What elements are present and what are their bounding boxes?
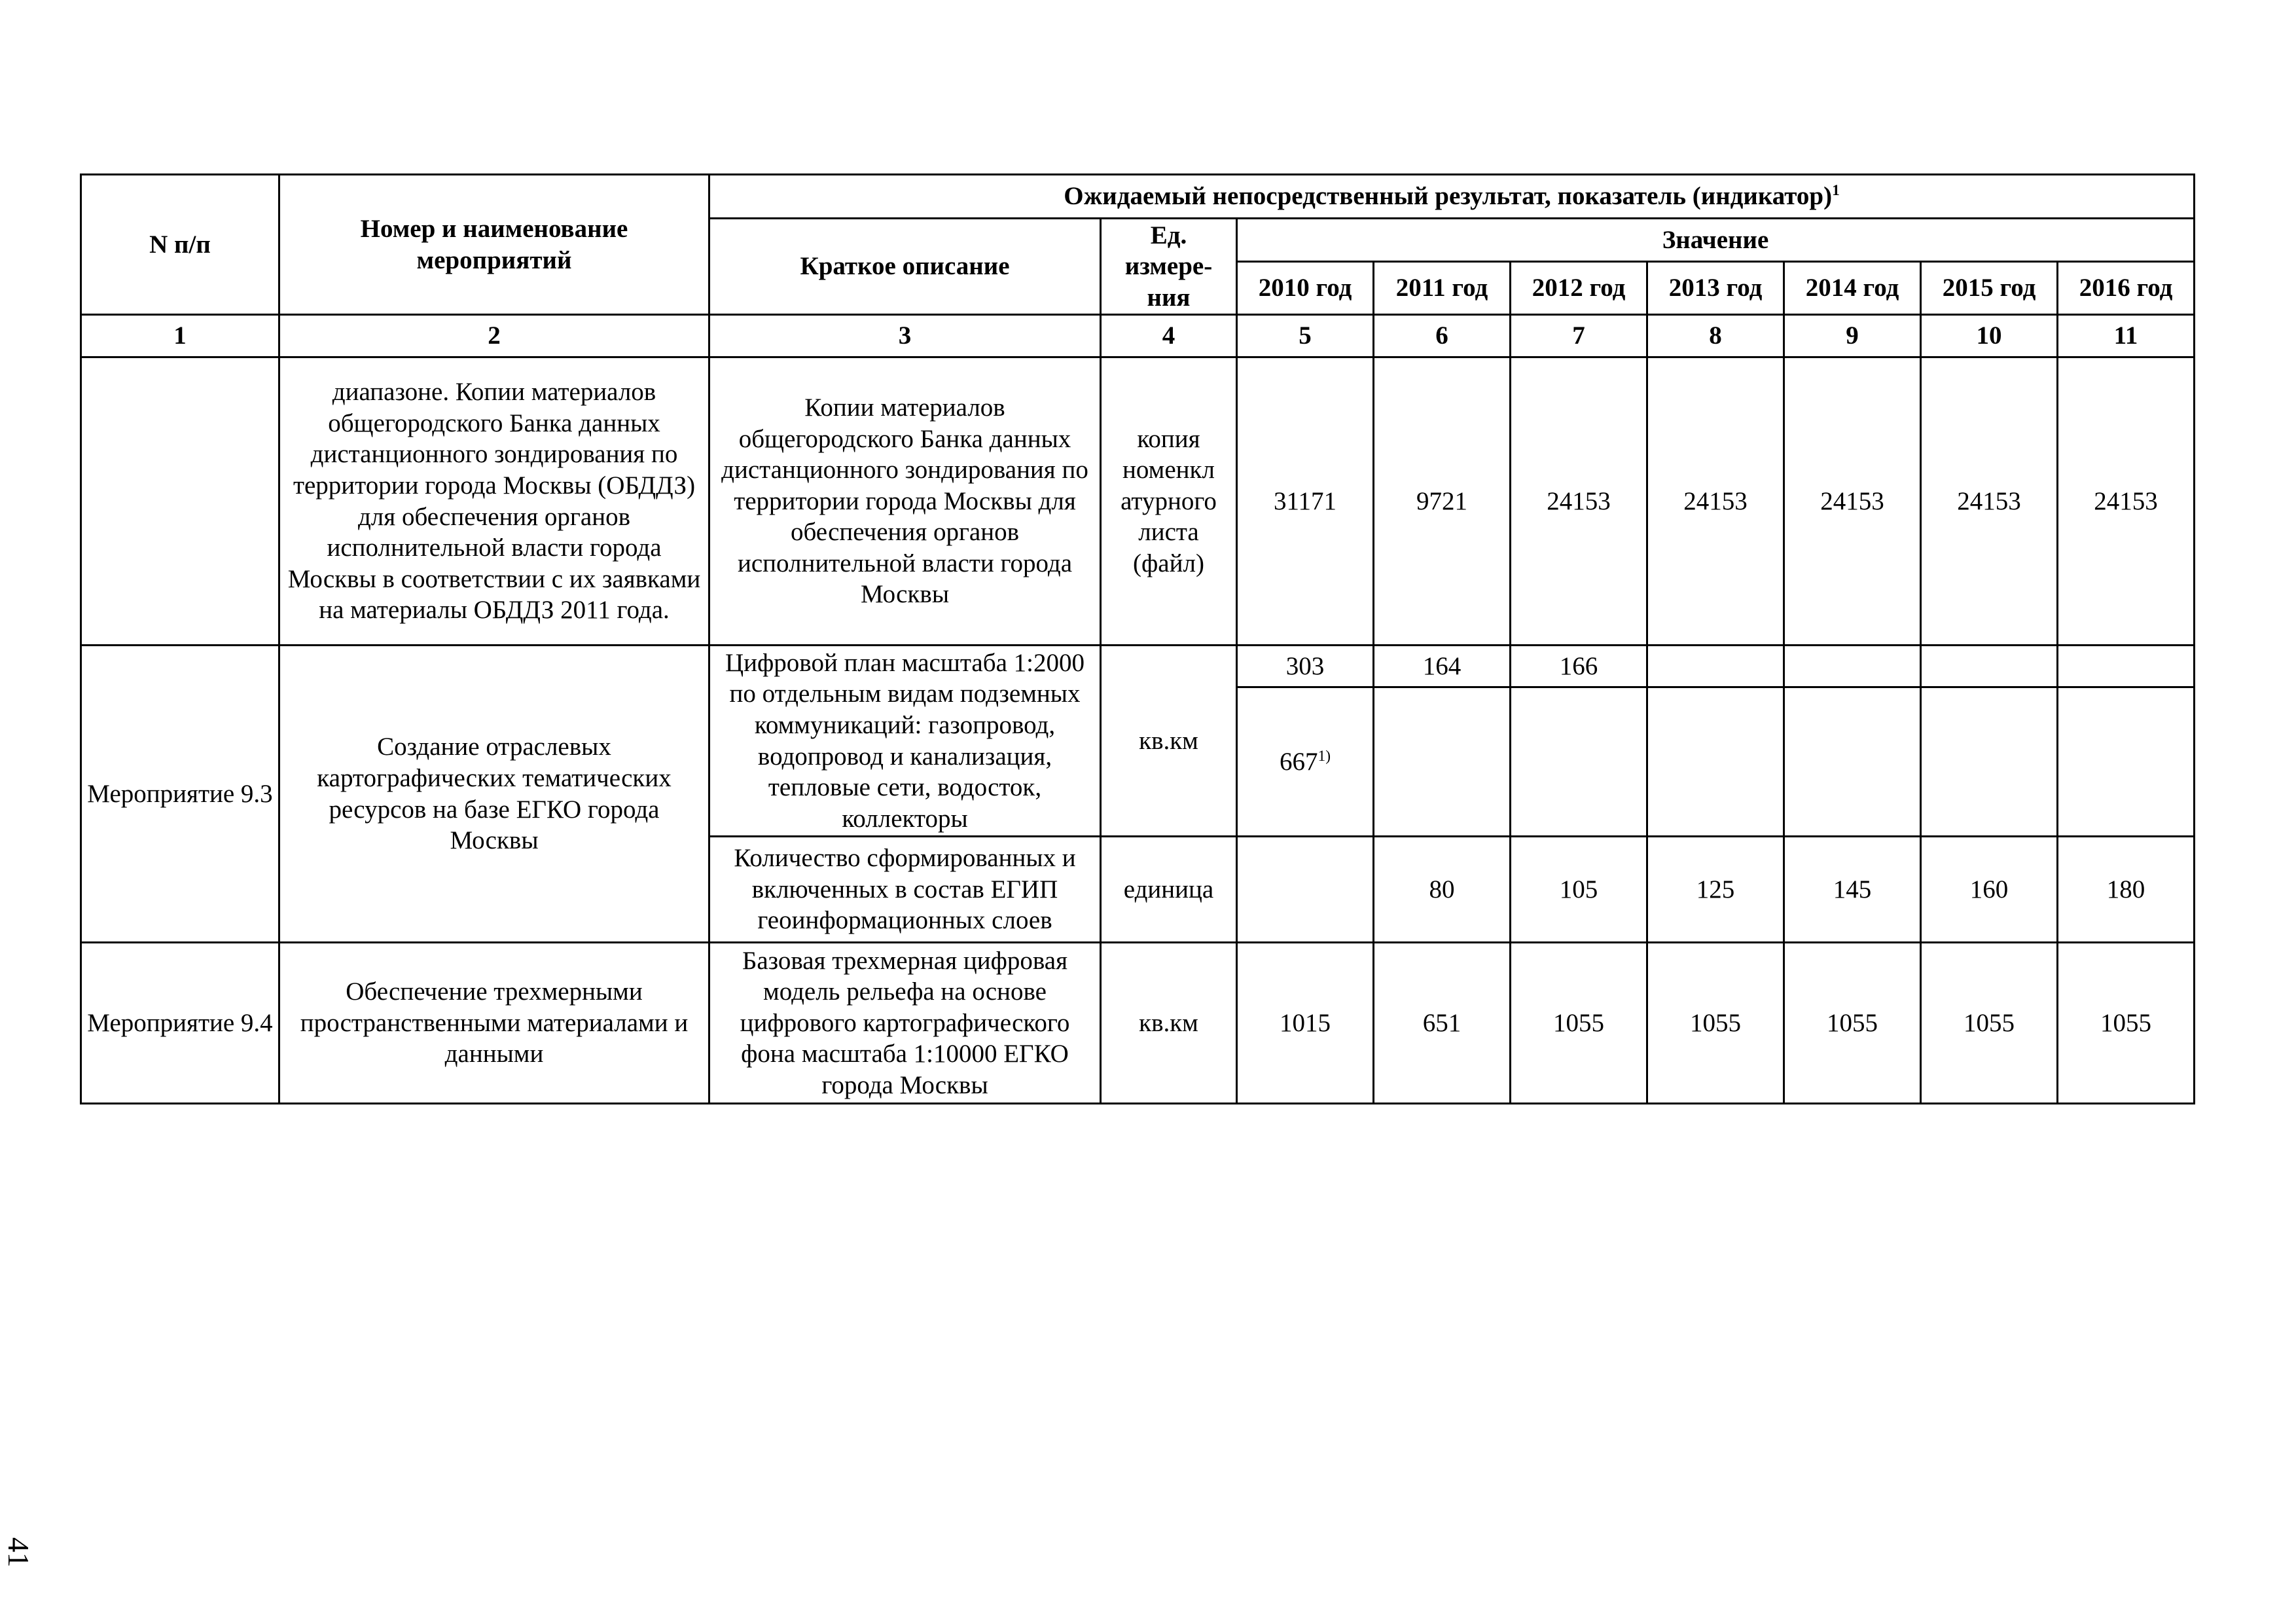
indicators-table bbox=[80, 173, 2195, 1104]
value-cell: 125 bbox=[1647, 837, 1784, 943]
unit-cell: кв.км bbox=[1101, 646, 1237, 837]
value-cell: 105 bbox=[1511, 837, 1647, 943]
value-cell: 651 bbox=[1374, 943, 1511, 1104]
header-unit: Ед. измере-ния bbox=[1101, 219, 1237, 315]
value-cell bbox=[1784, 646, 1921, 687]
activity-number: Мероприятие 9.3 bbox=[81, 646, 279, 943]
value-cell bbox=[1784, 687, 1921, 837]
value-cell: 160 bbox=[1921, 837, 2058, 943]
header-col-num: N п/п bbox=[81, 175, 279, 315]
header-year: 2014 год bbox=[1784, 262, 1921, 315]
value-cell: 24153 bbox=[1784, 357, 1921, 646]
activity-name: Создание отраслевых картографических тематических ресурсов на базе ЕГКО города Москвы bbox=[279, 646, 709, 943]
footnote-mark: 1 bbox=[1832, 182, 1840, 200]
column-number: 10 bbox=[1921, 315, 2058, 357]
value-cell: 24153 bbox=[1921, 357, 2058, 646]
value-cell: 80 bbox=[1374, 837, 1511, 943]
header-year: 2015 год bbox=[1921, 262, 2058, 315]
column-number: 8 bbox=[1647, 315, 1784, 357]
value-cell: 145 bbox=[1784, 837, 1921, 943]
table-row bbox=[81, 646, 2195, 687]
unit-cell: единица bbox=[1101, 837, 1237, 943]
value-cell: 1055 bbox=[1921, 943, 2058, 1104]
value-cell bbox=[1647, 687, 1784, 837]
value-cell bbox=[2058, 687, 2195, 837]
value-cell: 166 bbox=[1511, 646, 1647, 687]
value-cell: 24153 bbox=[2058, 357, 2195, 646]
header-year: 2012 год bbox=[1511, 262, 1647, 315]
column-numbers-row bbox=[81, 315, 2195, 357]
header-value: Значение bbox=[1237, 219, 2195, 262]
header-col-name: Номер и наименование мероприятий bbox=[279, 175, 709, 315]
value-cell bbox=[1921, 646, 2058, 687]
activity-number: Мероприятие 9.4 bbox=[81, 943, 279, 1104]
row-number-cell bbox=[81, 357, 279, 646]
column-number: 3 bbox=[709, 315, 1101, 357]
value-cell: 1055 bbox=[1784, 943, 1921, 1104]
column-number: 4 bbox=[1101, 315, 1237, 357]
column-number: 7 bbox=[1511, 315, 1647, 357]
header-brief-description: Краткое описание bbox=[709, 219, 1101, 315]
value-cell bbox=[1647, 646, 1784, 687]
column-number: 6 bbox=[1374, 315, 1511, 357]
header-year: 2010 год bbox=[1237, 262, 1374, 315]
unit-cell: копия номенкл атурного листа (файл) bbox=[1101, 357, 1237, 646]
header-expected-result: Ожидаемый непосредственный результат, показатель (индикатор)$^1$ bbox=[709, 175, 2195, 219]
value-cell: 1055 bbox=[1647, 943, 1784, 1104]
value-cell: 180 bbox=[2058, 837, 2195, 943]
column-number: 9 bbox=[1784, 315, 1921, 357]
column-number: 5 bbox=[1237, 315, 1374, 357]
value-cell bbox=[1921, 687, 2058, 837]
value-cell bbox=[1237, 837, 1374, 943]
activity-name: диапазоне. Копии материалов общегородского Банка данных дистанционного зондирования по территории города Москвы (ОБДДЗ) для обеспечения органов исполнительной власти города Москвы в соответствии с их заявками на материалы ОБДДЗ 2011 года. bbox=[279, 357, 709, 646]
value-cell bbox=[1511, 687, 1647, 837]
column-number: 2 bbox=[279, 315, 709, 357]
activity-name: Обеспечение трехмерными пространственными материалами и данными bbox=[279, 943, 709, 1104]
brief-description: Количество сформированных и включенных в состав ЕГИП геоинформационных слоев bbox=[709, 837, 1101, 943]
value-cell: 164 bbox=[1374, 646, 1511, 687]
brief-description: Базовая трехмерная цифровая модель рельефа на основе цифрового картографического фона масштаба 1:10000 ЕГКО города Москвы bbox=[709, 943, 1101, 1104]
header-year: 2013 год bbox=[1647, 262, 1784, 315]
header-year: 2011 год bbox=[1374, 262, 1511, 315]
value-cell: 1015 bbox=[1237, 943, 1374, 1104]
brief-description: Цифровой план масштаба 1:2000 по отдельным видам подземных коммуникаций: газопровод, водопровод и канализация, тепловые сети, водосток, коллекторы bbox=[709, 646, 1101, 837]
value-cell: 24153 bbox=[1647, 357, 1784, 646]
column-number: 1 bbox=[81, 315, 279, 357]
value-cell: 24153 bbox=[1511, 357, 1647, 646]
footnote-mark: 1) bbox=[1318, 747, 1331, 765]
value-cell: 1055 bbox=[1511, 943, 1647, 1104]
table-row bbox=[81, 357, 2195, 646]
table-row bbox=[81, 943, 2195, 1104]
value-cell: 31171 bbox=[1237, 357, 1374, 646]
value-cell: 667$^{1)}$ bbox=[1237, 687, 1374, 837]
value-cell bbox=[2058, 646, 2195, 687]
unit-cell: кв.км bbox=[1101, 943, 1237, 1104]
value-cell: 303 bbox=[1237, 646, 1374, 687]
value-cell bbox=[1374, 687, 1511, 837]
brief-description: Копии материалов общегородского Банка данных дистанционного зондирования по территории города Москвы для обеспечения органов исполнительной власти города Москвы bbox=[709, 357, 1101, 646]
header-year: 2016 год bbox=[2058, 262, 2195, 315]
page-number: 41 bbox=[2, 1537, 35, 1567]
value-cell: 1055 bbox=[2058, 943, 2195, 1104]
value-cell: 9721 bbox=[1374, 357, 1511, 646]
column-number: 11 bbox=[2058, 315, 2195, 357]
